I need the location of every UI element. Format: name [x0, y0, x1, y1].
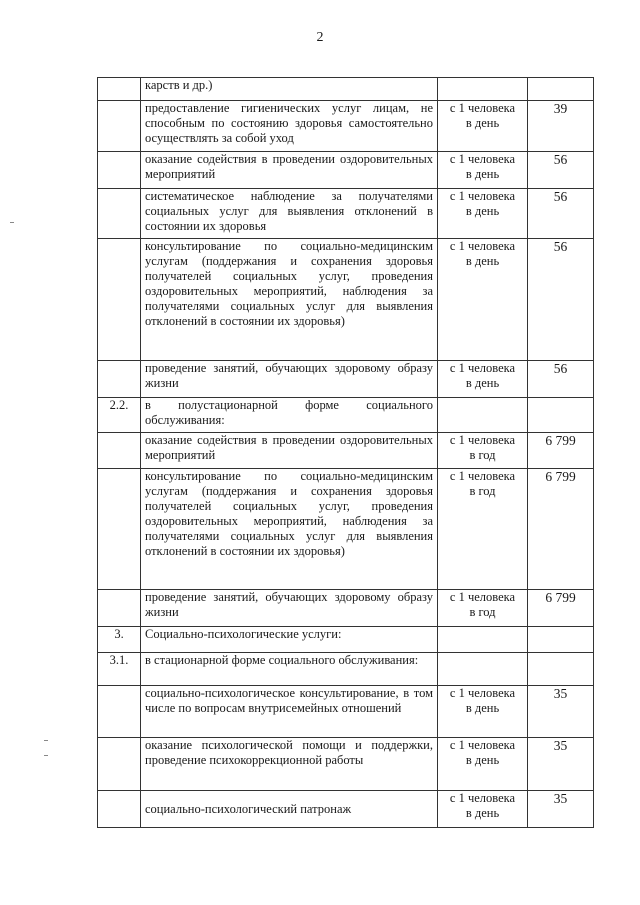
service-unit: с 1 человека в год	[438, 590, 528, 627]
service-unit: с 1 человека в год	[438, 433, 528, 469]
table-row	[98, 627, 594, 653]
service-price: 56	[528, 361, 594, 398]
table-row	[98, 189, 594, 239]
row-number	[98, 686, 141, 738]
service-name: социально-психологическое консультирование, в том числе по вопросам внутрисемейных отношений	[141, 686, 438, 738]
row-number	[98, 152, 141, 189]
row-number	[98, 78, 141, 101]
row-number: 2.2.	[98, 398, 141, 433]
table-row	[98, 398, 594, 433]
table-row	[98, 686, 594, 738]
service-unit: с 1 человека в день	[438, 686, 528, 738]
service-unit	[438, 627, 528, 653]
table-row	[98, 653, 594, 686]
table-row	[98, 469, 594, 590]
service-name: оказание содействия в проведении оздоровительных мероприятий	[141, 433, 438, 469]
table-row	[98, 361, 594, 398]
service-name: оказание содействия в проведении оздоровительных мероприятий	[141, 152, 438, 189]
service-price: 35	[528, 738, 594, 791]
row-number	[98, 361, 141, 398]
service-name: социально-психологический патронаж	[141, 791, 438, 828]
row-number	[98, 469, 141, 590]
service-price	[528, 653, 594, 686]
row-number: 3.	[98, 627, 141, 653]
table-row	[98, 152, 594, 189]
service-price: 6 799	[528, 433, 594, 469]
row-number	[98, 791, 141, 828]
service-unit: с 1 человека в день	[438, 791, 528, 828]
row-number: 3.1.	[98, 653, 141, 686]
service-name: карств и др.)	[141, 78, 438, 101]
scan-mark	[44, 755, 48, 756]
page-number: 2	[316, 30, 324, 45]
services-table	[97, 77, 594, 828]
service-unit	[438, 398, 528, 433]
service-unit: с 1 человека в день	[438, 101, 528, 152]
service-name: оказание психологической помощи и поддержки, проведение психокоррекционной работы	[141, 738, 438, 791]
service-price: 35	[528, 791, 594, 828]
services-table-body	[98, 78, 594, 828]
table-row	[98, 78, 594, 101]
service-unit: с 1 человека в день	[438, 239, 528, 361]
row-number	[98, 590, 141, 627]
table-row	[98, 433, 594, 469]
service-name: систематическое наблюдение за получателями социальных услуг для выявления отклонений в состоянии их здоровья	[141, 189, 438, 239]
service-name: консультирование по социально-медицинским услугам (поддержания и сохранения здоровья получателей социальных услуг, проведения оздоровительных мероприятий, наблюдения за получателями социальных услуг для выявления отклонений в состоянии их здоровья)	[141, 469, 438, 590]
service-unit: с 1 человека в день	[438, 189, 528, 239]
table-row	[98, 590, 594, 627]
service-price: 56	[528, 189, 594, 239]
row-number	[98, 189, 141, 239]
service-price	[528, 398, 594, 433]
table-row	[98, 101, 594, 152]
service-name: предоставление гигиенических услуг лицам, не способным по состоянию здоровья самостоятельно осуществлять за собой уход	[141, 101, 438, 152]
service-unit	[438, 653, 528, 686]
service-unit: с 1 человека в день	[438, 738, 528, 791]
service-price: 39	[528, 101, 594, 152]
service-unit: с 1 человека в день	[438, 152, 528, 189]
service-price: 35	[528, 686, 594, 738]
service-price: 6 799	[528, 590, 594, 627]
scan-mark	[10, 222, 14, 223]
table-row	[98, 239, 594, 361]
scan-mark	[44, 740, 48, 741]
service-price: 56	[528, 239, 594, 361]
service-unit	[438, 78, 528, 101]
row-number	[98, 239, 141, 361]
service-unit: с 1 человека в день	[438, 361, 528, 398]
service-price	[528, 78, 594, 101]
service-unit: с 1 человека в год	[438, 469, 528, 590]
row-number	[98, 433, 141, 469]
service-name: проведение занятий, обучающих здоровому образу жизни	[141, 361, 438, 398]
row-number	[98, 101, 141, 152]
service-price: 6 799	[528, 469, 594, 590]
service-name: Социально-психологические услуги:	[141, 627, 438, 653]
service-price	[528, 627, 594, 653]
service-name: в стационарной форме социального обслуживания:	[141, 653, 438, 686]
service-name: в полустационарной форме социального обслуживания:	[141, 398, 438, 433]
service-price: 56	[528, 152, 594, 189]
row-number	[98, 738, 141, 791]
service-name: консультирование по социально-медицинским услугам (поддержания и сохранения здоровья получателей социальных услуг, проведения оздоровительных мероприятий, наблюдения за получателями социальных услуг для выявления отклонений в состоянии их здоровья)	[141, 239, 438, 361]
table-row	[98, 791, 594, 828]
table-row	[98, 738, 594, 791]
service-name: проведение занятий, обучающих здоровому образу жизни	[141, 590, 438, 627]
